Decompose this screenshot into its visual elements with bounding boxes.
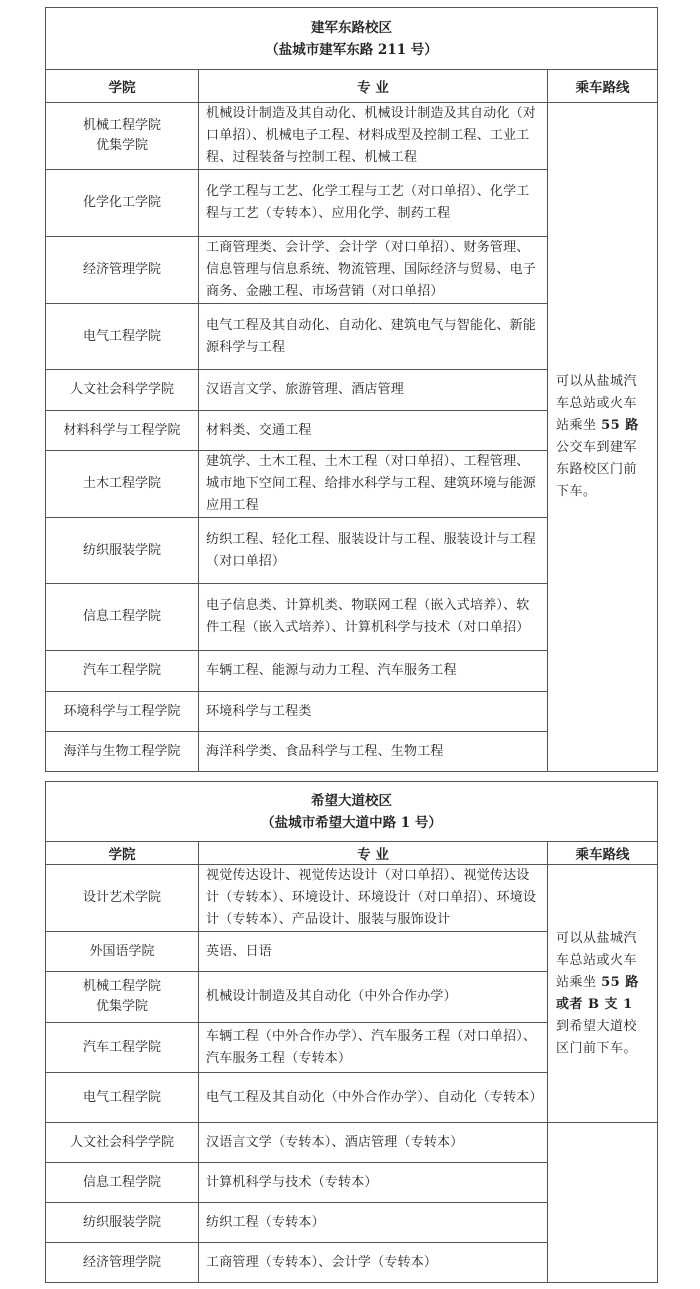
college-name: 人文社会科学学院 <box>46 370 199 411</box>
major-list: 海洋科学类、食品科学与工程、生物工程 <box>199 732 548 772</box>
college-name: 海洋与生物工程学院 <box>46 732 199 772</box>
campus-table-xiwang <box>45 781 658 1283</box>
table-row <box>46 865 658 932</box>
college-name: 电气工程学院 <box>46 1073 199 1123</box>
college-name: 外国语学院 <box>46 932 199 972</box>
major-list: 纺织工程、轻化工程、服装设计与工程、服装设计与工程（对口单招） <box>199 518 548 584</box>
route-empty-cell <box>548 1123 658 1283</box>
college-name: 环境科学与工程学院 <box>46 692 199 732</box>
header-major: 专 业 <box>199 842 548 865</box>
bus-route: 可以从盐城汽车总站或火车站乘坐 55 路公交车到建军东路校区门前下车。 <box>548 103 658 772</box>
header-college: 学院 <box>46 842 199 865</box>
major-list: 材料类、交通工程 <box>199 411 548 451</box>
college-name: 经济管理学院 <box>46 237 199 304</box>
major-list: 电子信息类、计算机类、物联网工程（嵌入式培养）、软件工程（嵌入式培养）、计算机科学与技术（对口单招） <box>199 584 548 651</box>
campus-title-cell <box>46 782 658 842</box>
major-list: 车辆工程、能源与动力工程、汽车服务工程 <box>199 651 548 692</box>
college-name: 土木工程学院 <box>46 451 199 518</box>
major-list: 机械设计制造及其自动化（中外合作办学） <box>199 972 548 1023</box>
table-row <box>46 103 658 170</box>
campus-address: （盐城市希望大道中路 1 号） <box>261 814 442 831</box>
college-name: 纺织服装学院 <box>46 1203 199 1243</box>
major-list: 电气工程及其自动化（中外合作办学）、自动化（专转本） <box>199 1073 548 1123</box>
college-name: 汽车工程学院 <box>46 1023 199 1073</box>
major-list: 纺织工程（专转本） <box>199 1203 548 1243</box>
header-major: 专 业 <box>199 70 548 103</box>
college-name: 经济管理学院 <box>46 1243 199 1283</box>
major-list: 车辆工程（中外合作办学）、汽车服务工程（对口单招）、汽车服务工程（专转本） <box>199 1023 548 1073</box>
campus-title: 希望大道校区 <box>311 792 392 809</box>
campus-address: （盐城市建军东路 211 号） <box>265 41 438 58</box>
major-list: 机械设计制造及其自动化、机械设计制造及其自动化（对口单招）、机械电子工程、材料成型及控制工程、工业工程、过程装备与控制工程、机械工程 <box>199 103 548 170</box>
college-name: 机械工程学院 优集学院 <box>46 103 199 170</box>
college-name: 信息工程学院 <box>46 1163 199 1203</box>
college-name: 纺织服装学院 <box>46 518 199 584</box>
major-list: 工商管理（专转本）、会计学（专转本） <box>199 1243 548 1283</box>
table-row <box>46 1123 658 1163</box>
header-route: 乘车路线 <box>548 70 658 103</box>
major-list: 视觉传达设计、视觉传达设计（对口单招）、视觉传达设计（专转本）、环境设计、环境设计（对口单招）、环境设计（专转本）、产品设计、服装与服饰设计 <box>199 865 548 932</box>
major-list: 工商管理类、会计学、会计学（对口单招）、财务管理、信息管理与信息系统、物流管理、国际经济与贸易、电子商务、金融工程、市场营销（对口单招） <box>199 237 548 304</box>
campus-table-jianjun <box>45 7 658 772</box>
major-list: 计算机科学与技术（专转本） <box>199 1163 548 1203</box>
header-college: 学院 <box>46 70 199 103</box>
college-name: 人文社会科学学院 <box>46 1123 199 1163</box>
college-name: 化学化工学院 <box>46 170 199 237</box>
major-list: 汉语言文学（专转本）、酒店管理（专转本） <box>199 1123 548 1163</box>
college-name: 材料科学与工程学院 <box>46 411 199 451</box>
major-list: 建筑学、土木工程、土木工程（对口单招）、工程管理、城市地下空间工程、给排水科学与工程、建筑环境与能源应用工程 <box>199 451 548 518</box>
campus-title-cell <box>46 8 658 70</box>
header-route: 乘车路线 <box>548 842 658 865</box>
campus-title: 建军东路校区 <box>311 19 392 36</box>
college-name: 信息工程学院 <box>46 584 199 651</box>
college-name: 设计艺术学院 <box>46 865 199 932</box>
major-list: 汉语言文学、旅游管理、酒店管理 <box>199 370 548 411</box>
major-list: 英语、日语 <box>199 932 548 972</box>
college-name: 汽车工程学院 <box>46 651 199 692</box>
college-name: 电气工程学院 <box>46 304 199 370</box>
major-list: 电气工程及其自动化、自动化、建筑电气与智能化、新能源科学与工程 <box>199 304 548 370</box>
major-list: 环境科学与工程类 <box>199 692 548 732</box>
major-list: 化学工程与工艺、化学工程与工艺（对口单招）、化学工程与工艺（专转本）、应用化学、制药工程 <box>199 170 548 237</box>
college-name: 机械工程学院 优集学院 <box>46 972 199 1023</box>
bus-route: 可以从盐城汽车总站或火车站乘坐 55 路或者 B 支 1 到希望大道校区门前下车。 <box>548 865 658 1123</box>
